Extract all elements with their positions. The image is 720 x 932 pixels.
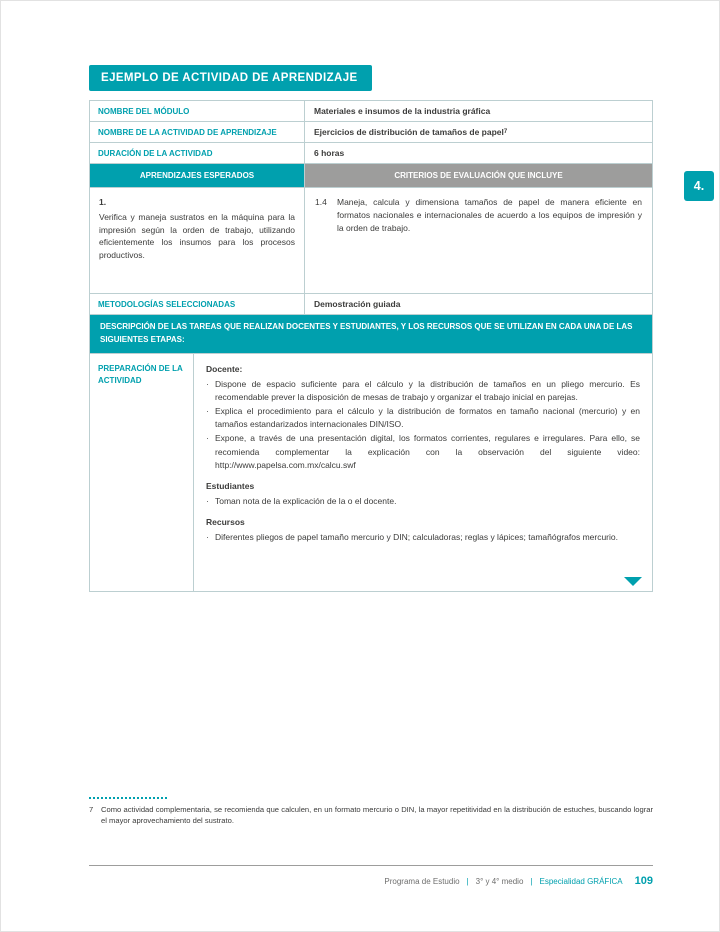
footnote-divider (89, 797, 167, 799)
bullet-icon: · (206, 406, 209, 417)
table-row-actividad (90, 121, 652, 142)
section-tab-4[interactable]: 4. (684, 171, 714, 201)
estudiantes-bullet-1: Toman nota de la explicación de la o el docente. (215, 496, 397, 507)
criterio-cell (305, 188, 652, 293)
page-number: 109 (634, 875, 653, 887)
aprendizaje-text: Verifica y maneja sustratos en la máquina para la impresión según la orden de trabajo, utilizando eficientemente los insumos para los procesos productivos. (99, 211, 295, 260)
modulo-value: Materiales e insumos de la industria gráfica (314, 106, 491, 116)
page-content (89, 65, 653, 592)
footnote (89, 804, 653, 827)
duracion-label: DURACIÓN DE LA ACTIVIDAD (90, 143, 305, 163)
aprendizaje-cell (90, 188, 305, 293)
list-item (206, 531, 640, 544)
footer-program: Programa de Estudio (384, 877, 460, 886)
metodologias-label: METODOLOGÍAS SELECCIONADAS (90, 294, 305, 314)
activity-example-badge: EJEMPLO DE ACTIVIDAD DE APRENDIZAJE (89, 65, 372, 91)
preparacion-body (194, 354, 652, 591)
estudiantes-heading: Estudiantes (206, 480, 255, 491)
docente-bullet-2: Explica el procedimiento para el cálculo y la distribución de formatos en tamaño nacional (mercurio) y en tamaños estandarizados internacionales DIN/ISO. (215, 406, 640, 430)
list-item (206, 495, 640, 508)
table-header-row (90, 163, 652, 187)
table-row-duracion (90, 142, 652, 163)
table-row-aprendizaje (90, 187, 652, 293)
duracion-value: 6 horas (314, 148, 345, 158)
footer-grade: 3° y 4° medio (475, 877, 524, 886)
footer-separator: | (530, 877, 533, 886)
recursos-bullet-1: Diferentes pliegos de papel tamaño mercurio y DIN; calculadoras; reglas y lápices; tamañógrafos mercurio. (215, 532, 618, 543)
list-item (206, 378, 640, 404)
bullet-icon: · (206, 532, 209, 543)
criterios-header: CRITERIOS DE EVALUACIÓN QUE INCLUYE (305, 164, 652, 187)
recursos-heading: Recursos (206, 517, 245, 528)
docente-bullet-1: Dispone de espacio suficiente para el cálculo y la distribución de tamaños en un pliego mercurio. Es recomendable prever la disposición de mesas de trabajo y organizar el trabajo inicial en parejas. (215, 378, 640, 402)
page-footer (89, 865, 653, 887)
footnote-block (89, 797, 653, 827)
footnote-number: 7 (89, 805, 94, 814)
bullet-icon: · (206, 378, 209, 389)
table-row-modulo (90, 101, 652, 121)
actividad-value (305, 122, 652, 142)
continuation-arrow-icon (624, 577, 642, 586)
actividad-value-text: Ejercicios de distribución de tamaños de papel (314, 127, 504, 137)
bullet-icon: · (206, 433, 209, 444)
table-row-preparacion (90, 353, 652, 591)
docente-bullet-3[interactable]: Expone, a través de una presentación digital, los formatos corrientes, regulares e irregulares. Para ello, se recomienda complementar la explicación con la observación del siguiente video: http://www.papelsa.com.mx/calcu.swf (215, 433, 640, 470)
etapa-label: PREPARACIÓN DE LA ACTIVIDAD (90, 354, 194, 591)
footer-separator: | (466, 877, 469, 886)
footnote-reference: 7 (503, 129, 508, 135)
docente-heading: Docente: (206, 363, 243, 374)
metodologias-value: Demostración guiada (314, 299, 401, 309)
footer-specialty: Especialidad GRÁFICA (539, 877, 623, 886)
criterio-text: Maneja, calcula y dimensiona tamaños de papel de manera eficiente en formatos nacionales e internacionales de acuerdo a los equipos de impresión y la orden de trabajo. (337, 197, 642, 233)
criterio-number: 1.4 (315, 197, 327, 207)
list-item (206, 405, 640, 431)
actividad-label: NOMBRE DE LA ACTIVIDAD DE APRENDIZAJE (90, 122, 305, 142)
aprendizajes-header: APRENDIZAJES ESPERADOS (90, 164, 305, 187)
list-item (206, 432, 640, 472)
table-row-metodologias (90, 293, 652, 314)
modulo-label: NOMBRE DEL MÓDULO (90, 101, 305, 121)
bullet-icon: · (206, 496, 209, 507)
activity-table (89, 100, 653, 592)
aprendizaje-number: 1. (99, 197, 107, 207)
footnote-text: Como actividad complementaria, se recomienda que calculen, en un formato mercurio o DIN, la mayor repetitividad en la distribución de estuches, buscando lograr el mayor aprovechamiento del sustrato. (101, 805, 653, 826)
descripcion-band: DESCRIPCIÓN DE LAS TAREAS QUE REALIZAN DOCENTES Y ESTUDIANTES, Y LOS RECURSOS QUE SE UTILIZAN EN CADA UNA DE LAS SIGUIENTES ETAPAS: (90, 314, 652, 353)
